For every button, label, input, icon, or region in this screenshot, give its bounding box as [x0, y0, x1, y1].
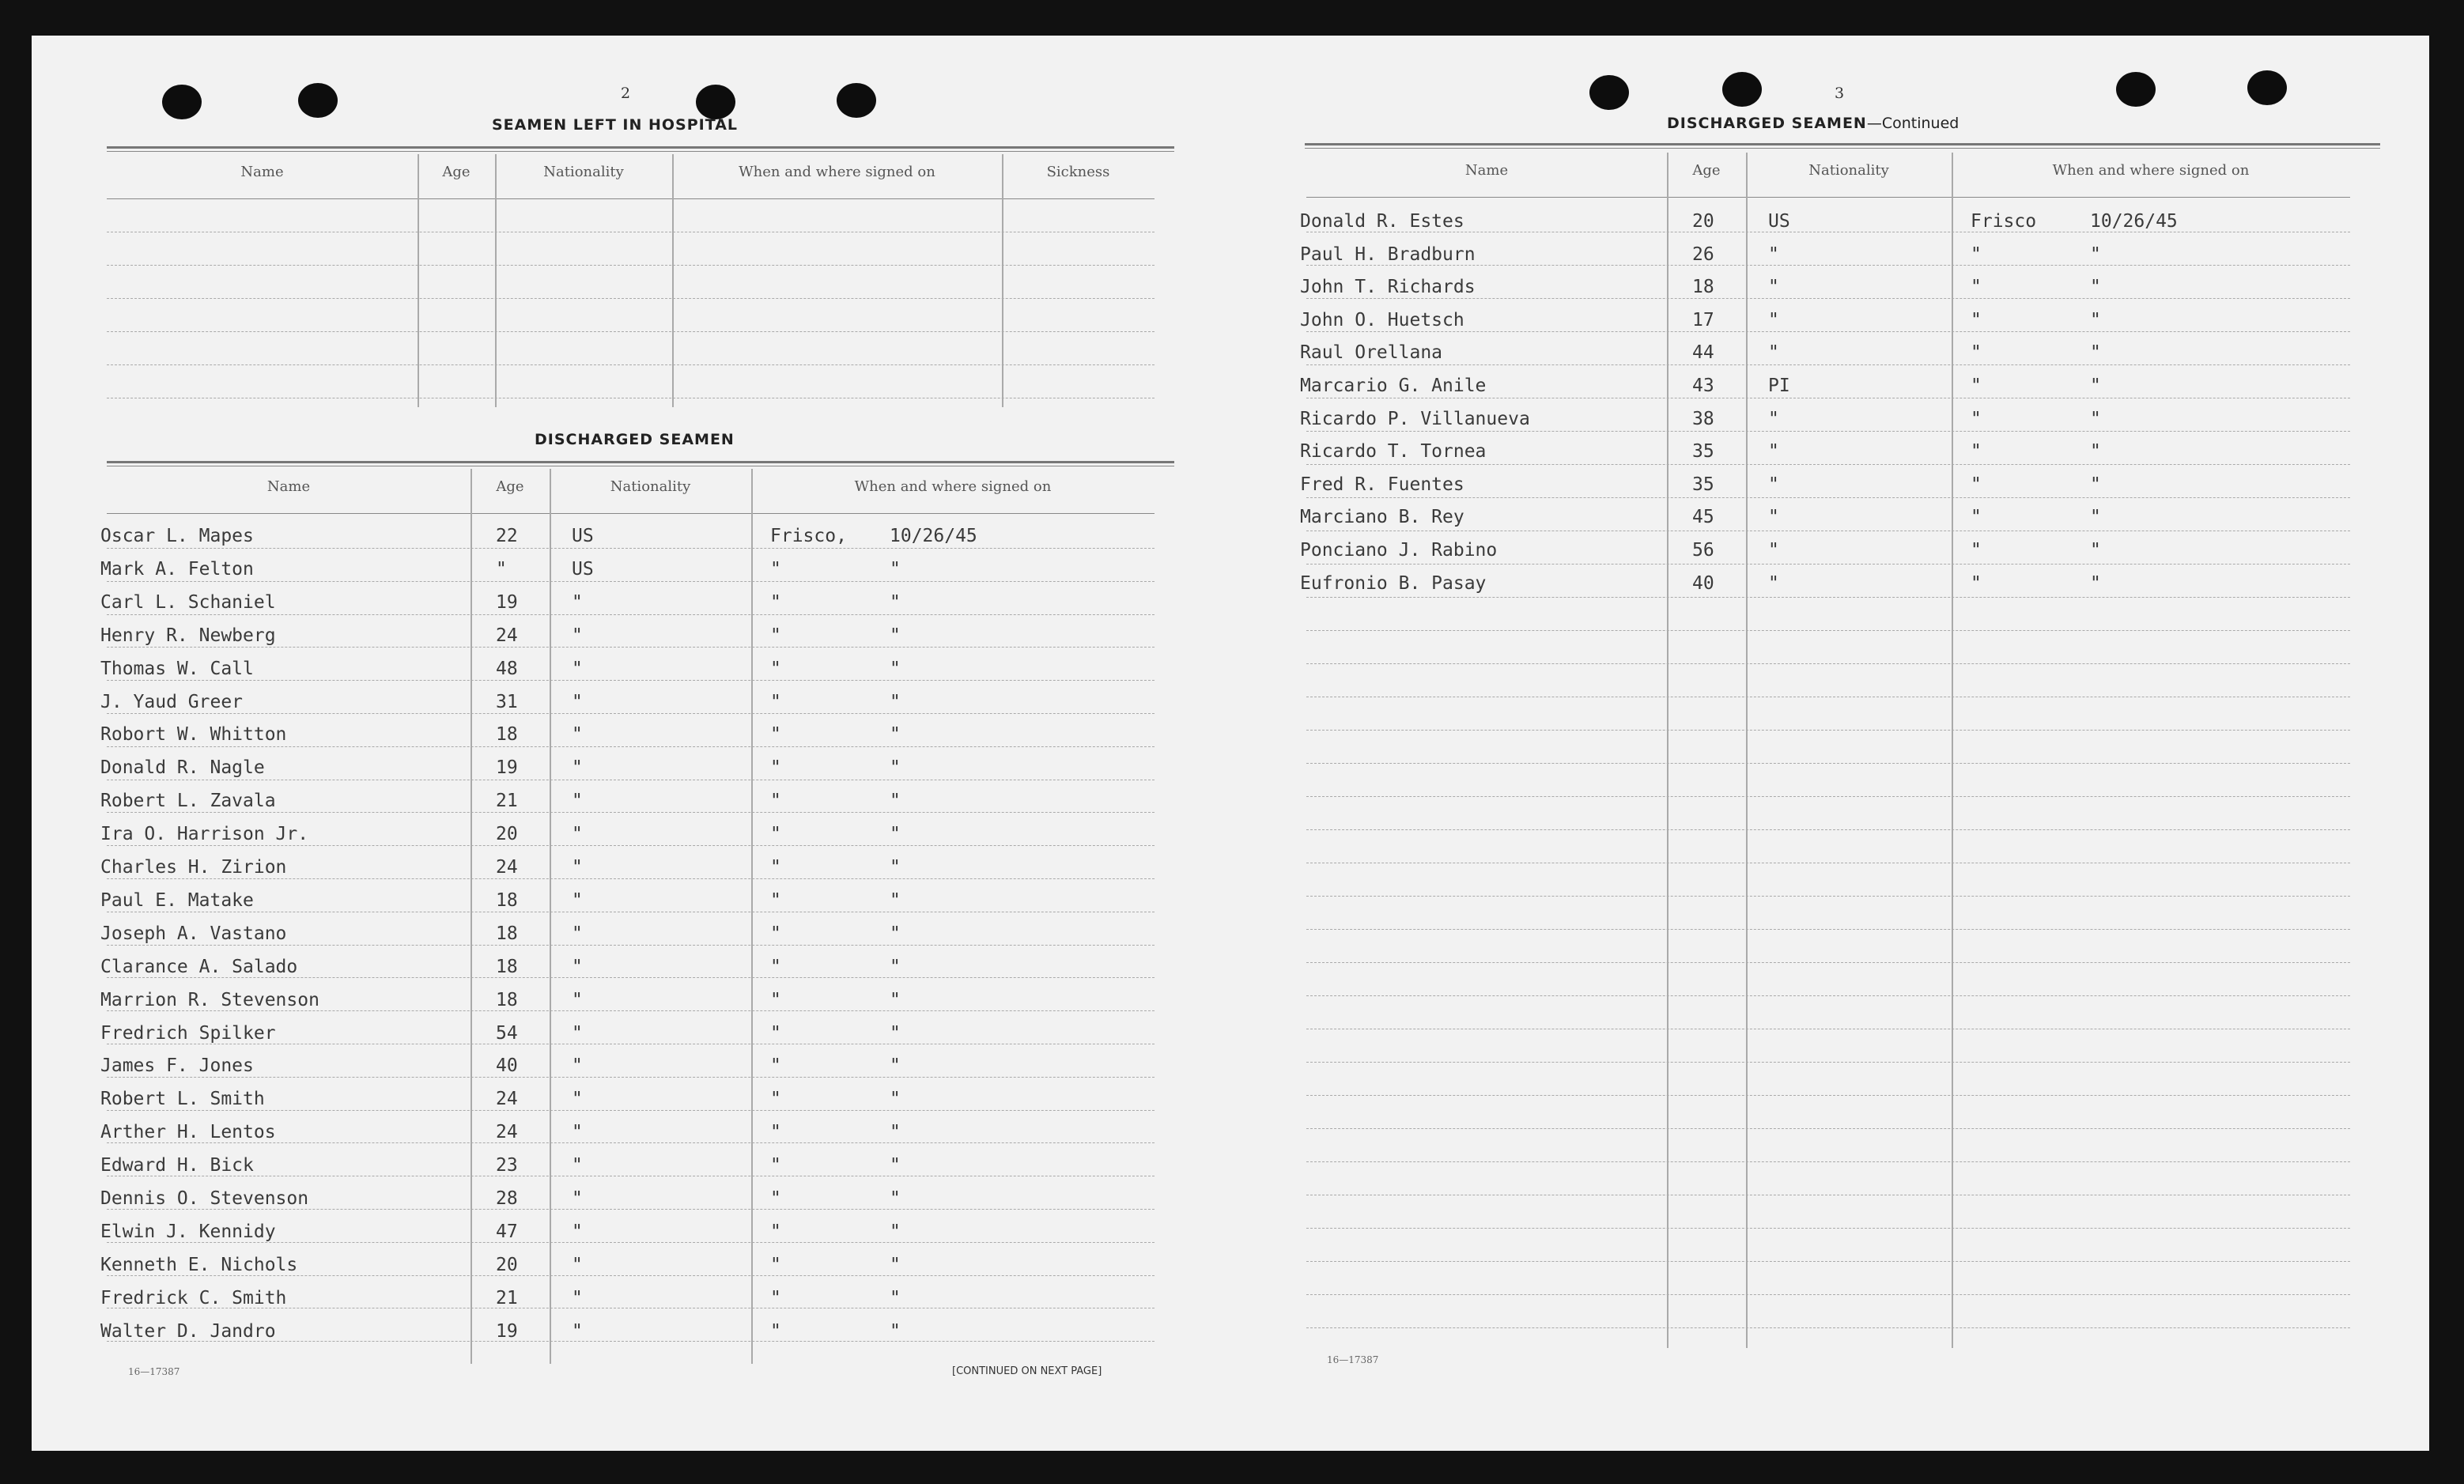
- seaman-name: Ricardo T. Tornea: [1300, 441, 1487, 463]
- seaman-age: 35: [1692, 441, 1714, 463]
- signed-on-place: ": [1971, 342, 1982, 364]
- table-row-line: [107, 1010, 1155, 1011]
- signed-on-place: ": [1971, 507, 1982, 528]
- signed-on-place: ": [1971, 277, 1982, 298]
- signed-on-place: ": [770, 989, 781, 1010]
- seaman-nationality: ": [1768, 342, 1779, 364]
- signed-on-date: ": [890, 1320, 901, 1342]
- manifest-sheet: [32, 36, 2429, 1451]
- signed-on-date: ": [2090, 572, 2101, 594]
- seaman-age: 47: [496, 1221, 518, 1242]
- divider: [107, 151, 1174, 152]
- seaman-age: 43: [1692, 376, 1714, 396]
- table-row-line: [1306, 265, 2350, 266]
- table-row-line: [107, 1209, 1155, 1210]
- seaman-age: 24: [496, 1122, 518, 1143]
- signed-on-place: ": [770, 824, 781, 845]
- seaman-nationality: ": [1768, 507, 1779, 528]
- seaman-name: Fredrick C. Smith: [100, 1287, 287, 1308]
- seaman-age: 28: [496, 1188, 518, 1209]
- punch-hole: [2116, 72, 2156, 107]
- divider: [107, 146, 1174, 149]
- seaman-nationality: ": [572, 956, 583, 977]
- seaman-name: Marrion R. Stevenson: [100, 989, 319, 1010]
- signed-on-date: ": [890, 889, 901, 911]
- signed-on-place: Frisco: [1971, 211, 2037, 232]
- seaman-name: Paul H. Bradburn: [1300, 244, 1476, 265]
- seaman-name: John O. Huetsch: [1300, 309, 1464, 330]
- signed-on-place: ": [1971, 309, 1982, 330]
- signed-on-date: ": [2090, 441, 2101, 463]
- seaman-name: Clarance A. Salado: [100, 956, 298, 977]
- signed-on-date: ": [890, 1122, 901, 1143]
- signed-on-date: ": [890, 857, 901, 878]
- signed-on-date: ": [890, 791, 901, 812]
- seaman-name: Marcario G. Anile: [1300, 376, 1487, 396]
- seaman-nationality: PI: [1768, 376, 1790, 396]
- seaman-age: 18: [496, 889, 518, 911]
- table-row-line: [1306, 1327, 2350, 1328]
- column-divider: [471, 469, 472, 1364]
- seaman-age: 18: [496, 724, 518, 746]
- seaman-nationality: ": [572, 1320, 583, 1342]
- seaman-nationality: ": [1768, 277, 1779, 298]
- seaman-age: 24: [496, 857, 518, 878]
- seaman-age: 22: [496, 526, 518, 546]
- signed-on-place: ": [770, 1320, 781, 1342]
- seaman-nationality: ": [572, 923, 583, 944]
- table-row-line: [1306, 1161, 2350, 1162]
- table-row-line: [107, 265, 1155, 266]
- divider: [1305, 148, 2380, 149]
- seaman-age: 56: [1692, 540, 1714, 561]
- signed-on-date: ": [890, 824, 901, 845]
- table-row-line: [1306, 431, 2350, 432]
- punch-hole: [696, 85, 735, 119]
- seaman-age: 23: [496, 1155, 518, 1176]
- divider: [107, 461, 1174, 463]
- table-row-line: [107, 364, 1155, 365]
- signed-on-place: ": [770, 791, 781, 812]
- seaman-age: 40: [1692, 572, 1714, 594]
- seaman-nationality: ": [1768, 408, 1779, 429]
- seaman-nationality: ": [572, 691, 583, 712]
- table-row-line: [107, 1077, 1155, 1078]
- signed-on-place: ": [770, 1122, 781, 1143]
- signed-on-date: ": [890, 1188, 901, 1209]
- signed-on-place: ": [770, 923, 781, 944]
- seaman-age: 26: [1692, 244, 1714, 265]
- seaman-nationality: ": [572, 1287, 583, 1308]
- column-header: Name: [1464, 162, 1509, 179]
- seaman-nationality: ": [1768, 244, 1779, 265]
- seaman-age: 21: [496, 791, 518, 812]
- seaman-nationality: ": [1768, 309, 1779, 330]
- column-header: Name: [240, 164, 284, 180]
- seaman-nationality: ": [572, 824, 583, 845]
- punch-hole: [837, 83, 876, 118]
- seaman-name: Fredrich Spilker: [100, 1022, 276, 1044]
- table-row-line: [107, 548, 1155, 549]
- signed-on-date: ": [2090, 277, 2101, 298]
- seaman-nationality: ": [572, 1089, 583, 1110]
- seaman-nationality: ": [572, 1122, 583, 1143]
- seaman-nationality: ": [572, 625, 583, 646]
- seaman-nationality: ": [572, 857, 583, 878]
- seaman-name: Robert L. Smith: [100, 1089, 265, 1110]
- table-row-line: [1306, 298, 2350, 299]
- signed-on-place: ": [770, 591, 781, 613]
- signed-on-date: ": [890, 1221, 901, 1242]
- seaman-name: Carl L. Schaniel: [100, 591, 276, 613]
- signed-on-date: ": [890, 1254, 901, 1275]
- signed-on-place: ": [1971, 540, 1982, 561]
- signed-on-date: ": [890, 658, 901, 679]
- page-number: 2: [621, 85, 631, 102]
- table-row-line: [1306, 364, 2350, 365]
- seaman-age: 40: [496, 1055, 518, 1077]
- signed-on-date: 10/26/45: [890, 526, 977, 546]
- punch-hole: [162, 85, 202, 119]
- signed-on-date: ": [890, 923, 901, 944]
- column-divider: [550, 469, 551, 1364]
- seaman-name: Walter D. Jandro: [100, 1320, 276, 1342]
- signed-on-date: 10/26/45: [2090, 211, 2178, 232]
- header-rule: [107, 513, 1155, 514]
- signed-on-date: ": [2090, 408, 2101, 429]
- seaman-name: Ponciano J. Rabino: [1300, 540, 1498, 561]
- signed-on-place: ": [770, 558, 781, 580]
- title-text: DISCHARGED SEAMEN: [1667, 115, 1867, 132]
- signed-on-place: ": [770, 1155, 781, 1176]
- seaman-age: 18: [496, 956, 518, 977]
- table-row-line: [107, 713, 1155, 714]
- signed-on-place: ": [770, 889, 781, 911]
- seaman-name: Paul E. Matake: [100, 889, 254, 911]
- column-header: Nationality: [543, 164, 624, 180]
- seaman-age: 19: [496, 591, 518, 613]
- seaman-nationality: US: [572, 526, 594, 546]
- table-row-line: [1306, 730, 2350, 731]
- table-row-line: [1306, 829, 2350, 830]
- seaman-age: 31: [496, 691, 518, 712]
- seaman-age: 20: [496, 1254, 518, 1275]
- seaman-age: 35: [1692, 474, 1714, 495]
- table-row-line: [107, 680, 1155, 681]
- seaman-name: Dennis O. Stevenson: [100, 1188, 309, 1209]
- seaman-name: Mark A. Felton: [100, 558, 254, 580]
- signed-on-date: ": [2090, 474, 2101, 495]
- signed-on-place: ": [770, 1089, 781, 1110]
- seaman-age: 19: [496, 757, 518, 779]
- signed-on-place: ": [770, 1022, 781, 1044]
- seaman-nationality: ": [572, 1254, 583, 1275]
- column-header: When and where signed on: [2052, 162, 2250, 179]
- signed-on-place: ": [1971, 441, 1982, 463]
- seaman-nationality: ": [572, 989, 583, 1010]
- seaman-nationality: ": [572, 591, 583, 613]
- signed-on-place: ": [770, 1254, 781, 1275]
- signed-on-date: ": [890, 724, 901, 746]
- seaman-age: 24: [496, 625, 518, 646]
- seaman-nationality: ": [572, 1155, 583, 1176]
- column-header: Nationality: [1808, 162, 1889, 179]
- seaman-nationality: ": [572, 1022, 583, 1044]
- table-row-line: [1306, 1095, 2350, 1096]
- table-row-line: [1306, 1294, 2350, 1295]
- signed-on-place: ": [770, 1055, 781, 1077]
- seaman-nationality: US: [1768, 211, 1790, 232]
- column-header: When and where signed on: [854, 478, 1052, 495]
- seaman-name: Oscar L. Mapes: [100, 526, 254, 546]
- table-row-line: [1306, 962, 2350, 963]
- signed-on-date: ": [2090, 244, 2101, 265]
- signed-on-place: ": [770, 724, 781, 746]
- seaman-name: Joseph A. Vastano: [100, 923, 287, 944]
- signed-on-date: ": [2090, 540, 2101, 561]
- signed-on-place: ": [1971, 572, 1982, 594]
- seaman-name: Donald R. Nagle: [100, 757, 265, 779]
- column-divider: [672, 154, 674, 407]
- signed-on-date: ": [890, 989, 901, 1010]
- signed-on-place: ": [770, 1188, 781, 1209]
- table-row-line: [1306, 630, 2350, 631]
- seaman-name: Henry R. Newberg: [100, 625, 276, 646]
- signed-on-date: ": [890, 691, 901, 712]
- signed-on-place: ": [1971, 244, 1982, 265]
- column-header: Age: [442, 164, 471, 180]
- seaman-name: Arther H. Lentos: [100, 1122, 276, 1143]
- signed-on-date: ": [2090, 376, 2101, 396]
- table-row-line: [1306, 896, 2350, 897]
- page-number: 3: [1835, 85, 1845, 102]
- seaman-age: 54: [496, 1022, 518, 1044]
- seaman-name: Eufronio B. Pasay: [1300, 572, 1487, 594]
- signed-on-date: ": [890, 956, 901, 977]
- signed-on-date: ": [890, 1089, 901, 1110]
- signed-on-date: ": [890, 1287, 901, 1308]
- table-row-line: [1306, 331, 2350, 332]
- column-header: Age: [496, 478, 524, 495]
- seaman-nationality: ": [572, 1188, 583, 1209]
- punch-hole: [1722, 72, 1762, 107]
- signed-on-date: ": [2090, 309, 2101, 330]
- signed-on-date: ": [890, 1055, 901, 1077]
- seaman-age: 48: [496, 658, 518, 679]
- table-row-line: [107, 1142, 1155, 1143]
- seaman-nationality: ": [572, 791, 583, 812]
- signed-on-date: ": [890, 757, 901, 779]
- signed-on-date: ": [2090, 507, 2101, 528]
- signed-on-place: ": [770, 658, 781, 679]
- seaman-name: Edward H. Bick: [100, 1155, 254, 1176]
- table-row-line: [107, 812, 1155, 813]
- discharged-section-title: DISCHARGED SEAMEN: [535, 431, 735, 448]
- seaman-age: 19: [496, 1320, 518, 1342]
- punch-hole: [2247, 70, 2287, 105]
- seaman-nationality: ": [572, 1221, 583, 1242]
- table-row-line: [1306, 597, 2350, 598]
- header-rule: [1306, 197, 2350, 198]
- seaman-name: John T. Richards: [1300, 277, 1476, 298]
- table-row-line: [1306, 1128, 2350, 1129]
- signed-on-date: ": [2090, 342, 2101, 364]
- table-row-line: [1306, 929, 2350, 930]
- column-divider: [418, 154, 419, 407]
- table-row-line: [107, 878, 1155, 879]
- hospital-section-title: SEAMEN LEFT IN HOSPITAL: [492, 116, 739, 134]
- signed-on-place: ": [770, 691, 781, 712]
- table-row-line: [107, 1110, 1155, 1111]
- table-row-line: [1306, 497, 2350, 498]
- seaman-age: 44: [1692, 342, 1714, 364]
- table-row-line: [1306, 1261, 2350, 1262]
- table-row-line: [107, 647, 1155, 648]
- table-row-line: [107, 977, 1155, 978]
- seaman-nationality: ": [572, 889, 583, 911]
- continued-note: [CONTINUED ON NEXT PAGE]: [952, 1365, 1102, 1377]
- seaman-name: J. Yaud Greer: [100, 691, 244, 712]
- column-divider: [1002, 154, 1003, 407]
- seaman-name: Elwin J. Kennidy: [100, 1221, 276, 1242]
- seaman-nationality: ": [572, 724, 583, 746]
- seaman-nationality: ": [572, 1055, 583, 1077]
- table-row-line: [1306, 1062, 2350, 1063]
- seaman-age: 45: [1692, 507, 1714, 528]
- signed-on-place: ": [770, 956, 781, 977]
- seaman-nationality: ": [1768, 540, 1779, 561]
- signed-on-date: ": [890, 625, 901, 646]
- table-row-line: [107, 614, 1155, 615]
- seaman-age: 20: [1692, 211, 1714, 232]
- seaman-name: Robert L. Zavala: [100, 791, 276, 812]
- signed-on-place: ": [1971, 408, 1982, 429]
- table-row-line: [107, 945, 1155, 946]
- seaman-name: Ricardo P. Villanueva: [1300, 408, 1530, 429]
- signed-on-place: Frisco,: [770, 526, 847, 546]
- seaman-name: Donald R. Estes: [1300, 211, 1464, 232]
- seaman-name: Marciano B. Rey: [1300, 507, 1464, 528]
- discharged-continued-title: [1667, 115, 1959, 132]
- signed-on-date: ": [890, 591, 901, 613]
- form-number: 16—17387: [1327, 1354, 1379, 1365]
- seaman-age: 38: [1692, 408, 1714, 429]
- table-row-line: [1306, 663, 2350, 664]
- punch-hole: [298, 83, 338, 118]
- seaman-name: Robort W. Whitton: [100, 724, 287, 746]
- signed-on-place: ": [770, 857, 781, 878]
- signed-on-date: ": [890, 1022, 901, 1044]
- table-row-line: [107, 298, 1155, 299]
- form-number: 16—17387: [128, 1366, 180, 1377]
- seaman-name: Fred R. Fuentes: [1300, 474, 1464, 495]
- seaman-nationality: ": [572, 757, 583, 779]
- header-rule: [107, 198, 1155, 199]
- table-row-line: [107, 845, 1155, 846]
- column-header: Sickness: [1046, 164, 1110, 180]
- seaman-age: 17: [1692, 309, 1714, 330]
- seaman-age: 18: [496, 989, 518, 1010]
- seaman-name: Raul Orellana: [1300, 342, 1443, 364]
- seaman-name: Charles H. Zirion: [100, 857, 287, 878]
- table-row-line: [107, 1242, 1155, 1243]
- seaman-age: 18: [1692, 277, 1714, 298]
- seaman-age: 20: [496, 824, 518, 845]
- table-row-line: [1306, 995, 2350, 996]
- seaman-age: 24: [496, 1089, 518, 1110]
- column-header: Name: [266, 478, 311, 495]
- signed-on-date: ": [890, 1155, 901, 1176]
- seaman-nationality: ": [1768, 441, 1779, 463]
- column-divider: [495, 154, 497, 407]
- table-row-line: [107, 581, 1155, 582]
- seaman-name: Thomas W. Call: [100, 658, 254, 679]
- table-row-line: [1306, 564, 2350, 565]
- column-header: Nationality: [610, 478, 691, 495]
- signed-on-place: ": [770, 1221, 781, 1242]
- signed-on-place: ": [1971, 376, 1982, 396]
- seaman-age: 18: [496, 923, 518, 944]
- table-row-line: [1306, 763, 2350, 764]
- seaman-nationality: ": [1768, 474, 1779, 495]
- signed-on-place: ": [770, 757, 781, 779]
- signed-on-place: ": [1971, 474, 1982, 495]
- signed-on-place: ": [770, 1287, 781, 1308]
- seaman-name: Kenneth E. Nichols: [100, 1254, 298, 1275]
- column-header: Age: [1692, 162, 1721, 179]
- table-row-line: [1306, 464, 2350, 465]
- seaman-age: ": [496, 558, 507, 580]
- table-row-line: [1306, 1228, 2350, 1229]
- column-divider: [751, 469, 753, 1364]
- seaman-name: Ira O. Harrison Jr.: [100, 824, 309, 845]
- table-row-line: [1306, 796, 2350, 797]
- punch-hole: [1589, 75, 1629, 110]
- column-header: When and where signed on: [739, 164, 935, 180]
- title-suffix: —Continued: [1866, 115, 1959, 132]
- table-row-line: [107, 331, 1155, 332]
- seaman-nationality: ": [1768, 572, 1779, 594]
- seaman-name: James F. Jones: [100, 1055, 254, 1077]
- table-row-line: [107, 746, 1155, 747]
- seaman-nationality: US: [572, 558, 594, 580]
- seaman-age: 21: [496, 1287, 518, 1308]
- signed-on-place: ": [770, 625, 781, 646]
- seaman-nationality: ": [572, 658, 583, 679]
- signed-on-date: ": [890, 558, 901, 580]
- divider: [1305, 143, 2380, 145]
